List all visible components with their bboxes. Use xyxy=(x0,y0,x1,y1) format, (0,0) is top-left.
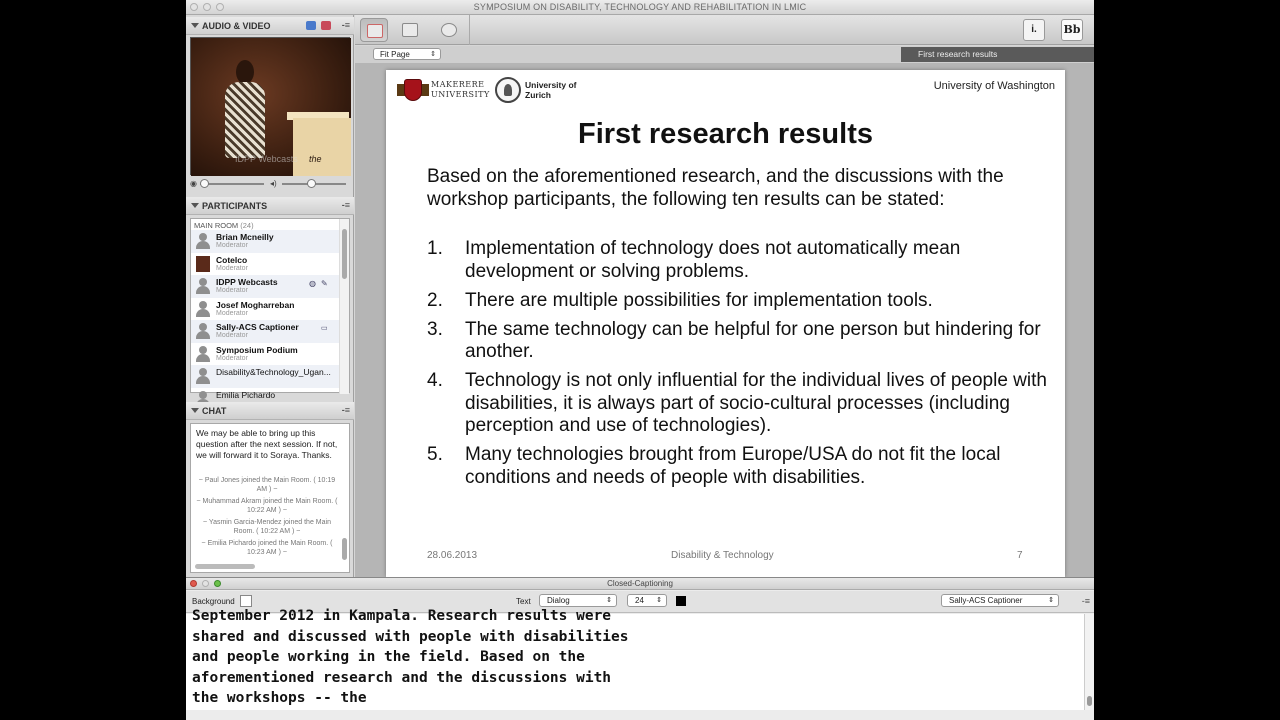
panel-menu-icon[interactable]: -≡ xyxy=(1081,596,1090,606)
caption-line: aforementioned research and the discussions with xyxy=(192,669,612,686)
chat-log xyxy=(190,423,350,573)
close-captioning-button[interactable] xyxy=(190,580,197,587)
audio-controls xyxy=(186,177,354,191)
video-watermark-tail: the xyxy=(309,154,322,164)
slide-title: First research results xyxy=(578,118,873,150)
list-item: 5. Many technologies brought from Europe/USA do not fit the local conditions and needs of people with disabilities. xyxy=(427,444,1001,488)
font-select[interactable]: Dialog ⇕ xyxy=(539,594,617,607)
toolbar-divider xyxy=(469,15,470,45)
user-icon xyxy=(196,278,210,294)
microphone-active-icon: ✎ xyxy=(321,279,328,288)
left-panel-column xyxy=(186,15,354,577)
captioning-title: Closed-Captioning xyxy=(607,579,673,588)
caption-text-area xyxy=(186,608,1084,710)
slide-page-number: 7 xyxy=(1017,550,1023,561)
user-icon xyxy=(196,301,210,317)
mic-volume-knob[interactable] xyxy=(200,179,209,188)
video-settings-icon[interactable] xyxy=(306,21,316,30)
speaker-volume-knob[interactable] xyxy=(307,179,316,188)
user-icon xyxy=(196,323,210,339)
webcam-icon: ◍ xyxy=(309,279,316,288)
participants-header[interactable] xyxy=(186,197,354,215)
participant-row[interactable]: IDPP Webcasts Moderator ◍ ✎ xyxy=(191,275,339,298)
background-label: Background xyxy=(192,597,235,606)
app-share-button[interactable] xyxy=(396,18,424,42)
participants-title: PARTICIPANTS xyxy=(202,201,268,211)
web-tour-button[interactable] xyxy=(435,18,463,42)
slide-name-label: First research results xyxy=(901,47,1094,62)
participant-row[interactable]: Cotelco Moderator xyxy=(191,253,339,276)
participants-list xyxy=(190,218,350,400)
minimize-captioning-button[interactable] xyxy=(202,580,209,587)
speaker-icon: ◂) xyxy=(270,179,277,188)
list-item: 1. Implementation of technology does not automatically mean development or solving problems. xyxy=(427,238,961,282)
content-bar xyxy=(355,46,1094,63)
whiteboard-stage xyxy=(355,63,1094,577)
caption-line: the workshops -- the xyxy=(192,690,367,706)
user-icon xyxy=(196,346,210,362)
chevron-down-icon: ⇕ xyxy=(606,597,612,604)
participants-scrollbar[interactable] xyxy=(339,219,349,394)
list-item: 4. Technology is not only influential for the individual lives of people with disabilities, it is always part of socio-cultural processes (including perception and use of technologies). xyxy=(427,370,1047,436)
participant-row[interactable]: Brian Mcneilly Moderator xyxy=(191,230,339,253)
list-item: 3. The same technology can be helpful for one person but hindering for another. xyxy=(427,318,1041,362)
slide-footer-title: Disability & Technology xyxy=(671,550,774,561)
chat-vertical-scrollbar[interactable] xyxy=(342,538,347,560)
collaborate-window xyxy=(186,0,1094,720)
avatar xyxy=(196,256,210,272)
chat-event: ~ Emilia Pichardo joined the Main Room. ( 10:23 AM ) ~ xyxy=(201,540,333,556)
panel-menu-icon[interactable]: -≡ xyxy=(341,405,350,415)
chat-event: ~ Yasmin Garcia-Mendez joined the Main Room. ( 10:22 AM ) ~ xyxy=(203,519,331,535)
slide-intro: Based on the aforementioned research, and the discussions with the workshop participants, the following ten results can be stated: xyxy=(427,166,1004,210)
room-label: MAIN ROOM (24) xyxy=(194,221,254,230)
info-button[interactable]: i. xyxy=(1023,19,1045,41)
audio-video-header[interactable] xyxy=(186,17,354,35)
chat-header[interactable] xyxy=(186,402,354,420)
captioning-title-bar xyxy=(186,578,1094,590)
participant-row[interactable]: Sally-ACS Captioner Moderator ▭ xyxy=(191,320,339,343)
uw-name: University of Washington xyxy=(933,80,1055,92)
zurich-logo xyxy=(495,77,521,103)
captioner-icon: ▭ xyxy=(321,325,328,332)
participant-row[interactable]: Symposium Podium Moderator xyxy=(191,343,339,366)
app-share-icon xyxy=(402,23,418,37)
zoom-select[interactable]: Fit Page ⇕ xyxy=(373,48,441,60)
caption-line: and people working in the field. Based on the xyxy=(192,649,585,665)
collapse-triangle-icon[interactable] xyxy=(191,23,199,28)
window-title: SYMPOSIUM ON DISABILITY, TECHNOLOGY AND REHABILITATION IN LMIC xyxy=(473,2,807,12)
slide-date: 28.06.2013 xyxy=(427,550,478,561)
audio-settings-icon[interactable] xyxy=(321,21,331,30)
panel-menu-icon[interactable]: -≡ xyxy=(341,200,350,210)
participant-row[interactable]: Emilia Pichardo xyxy=(191,388,339,411)
chevron-down-icon: ⇕ xyxy=(656,597,662,604)
caption-line: September 2012 in Kampala. Research results were xyxy=(192,608,612,624)
captioner-select[interactable]: Sally-ACS Captioner ⇕ xyxy=(941,594,1059,607)
caption-line: shared and discussed with people with disabilities xyxy=(192,628,629,645)
podium xyxy=(293,118,351,176)
list-item: 2. There are multiple possibilities for implementation tools. xyxy=(427,289,933,311)
blackboard-logo[interactable]: Bb xyxy=(1061,19,1083,41)
speaker-body xyxy=(225,82,265,158)
collapse-triangle-icon[interactable] xyxy=(191,408,199,413)
audio-video-title: AUDIO & VIDEO xyxy=(202,21,271,31)
zurich-name: University of Zurich xyxy=(525,80,577,100)
makerere-name: MAKERERE UNIVERSITY xyxy=(431,80,490,99)
makerere-logo xyxy=(397,76,429,104)
chevron-down-icon: ⇕ xyxy=(430,51,436,58)
microphone-icon: ◉ xyxy=(190,179,197,188)
collapse-triangle-icon[interactable] xyxy=(191,203,199,208)
text-label: Text xyxy=(516,597,531,606)
caption-scrollbar[interactable] xyxy=(1084,614,1094,710)
panel-menu-icon[interactable]: -≡ xyxy=(341,20,350,30)
title-bar xyxy=(186,0,1094,15)
captioning-window xyxy=(186,577,1094,720)
whiteboard-tool-button[interactable] xyxy=(360,18,388,42)
speaker-figure xyxy=(236,60,254,84)
main-toolbar xyxy=(355,15,1094,45)
font-size-select[interactable]: 24 ⇕ xyxy=(627,594,667,607)
chevron-down-icon: ⇕ xyxy=(1048,597,1054,604)
zoom-captioning-button[interactable] xyxy=(214,580,221,587)
globe-icon xyxy=(441,23,457,37)
chat-event: ~ Paul Jones joined the Main Room. ( 10:19 AM ) ~ xyxy=(198,477,336,493)
text-color-swatch[interactable] xyxy=(676,596,686,606)
chat-event: ~ Muhammad Akram joined the Main Room. ( 10:22 AM ) ~ xyxy=(196,498,338,514)
mic-volume-slider[interactable] xyxy=(200,183,264,185)
participant-row[interactable]: Disability&Technology_Ugan... xyxy=(191,365,339,388)
results-list xyxy=(427,238,1057,496)
user-icon xyxy=(196,368,210,384)
video-watermark: IDPP Webcasts xyxy=(235,154,298,164)
video-feed xyxy=(190,37,350,175)
user-icon xyxy=(196,233,210,249)
presentation-slide xyxy=(386,70,1065,577)
participant-row[interactable]: Josef Mogharreban Moderator xyxy=(191,298,339,321)
chat-title: CHAT xyxy=(202,406,227,416)
chat-horizontal-scrollbar[interactable] xyxy=(195,564,255,569)
chat-message: We may be able to bring up this question after the next session. If not, we will forward it to Soraya. Thanks. xyxy=(196,428,338,460)
whiteboard-icon xyxy=(367,24,383,38)
